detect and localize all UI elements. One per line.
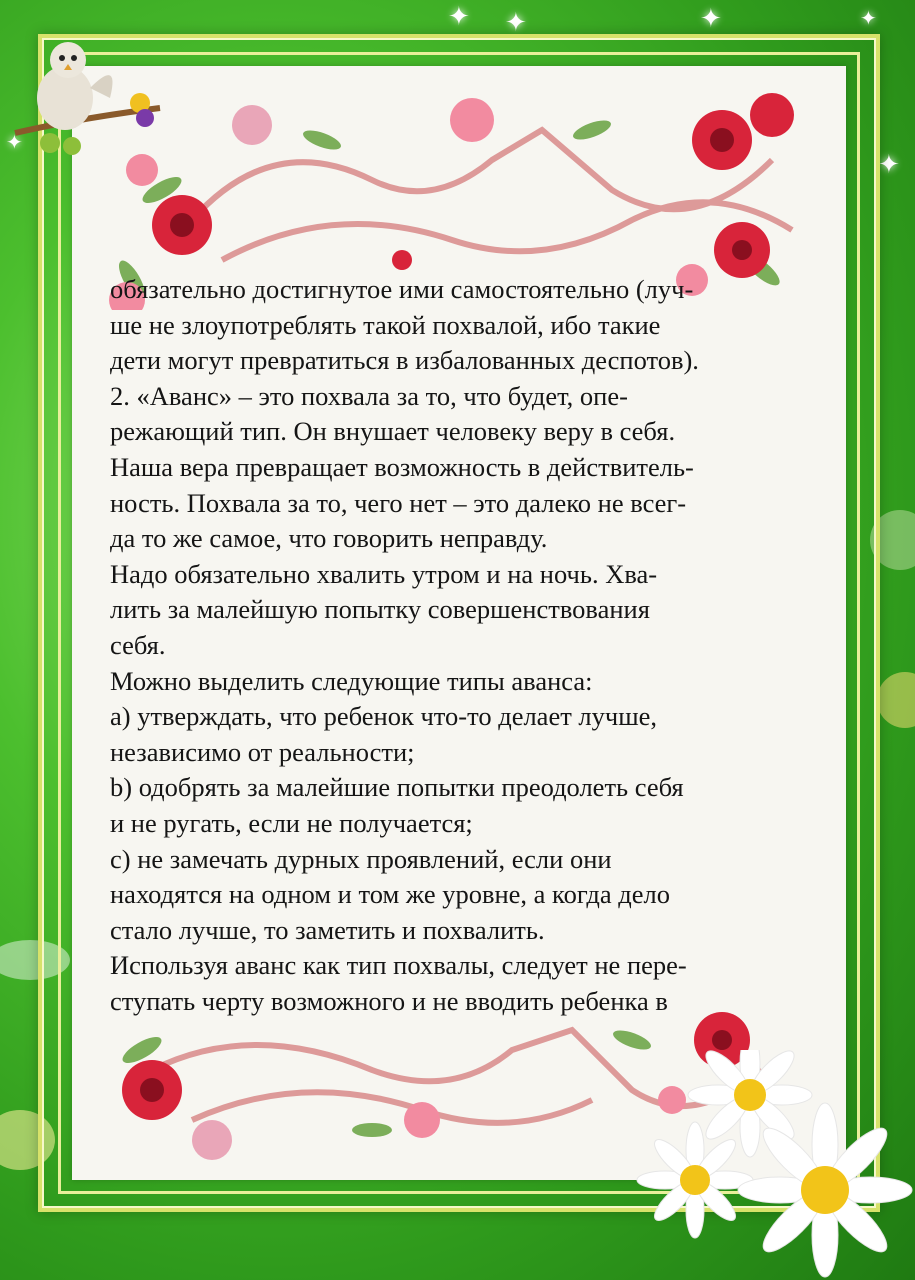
- bird-icon: [10, 18, 170, 168]
- text-line: а) утверждать, что ребенок что-то делает лучше,: [110, 701, 658, 732]
- text-line: обязательно достигнутое ими самостоятельно (луч-: [110, 274, 694, 304]
- sparkle-icon: ✦: [878, 150, 900, 179]
- text-line: ше не злоупотреблять такой похвалой, ибо такие: [110, 309, 661, 340]
- sparkle-icon: ✦: [860, 8, 877, 30]
- text-line: себя.: [110, 629, 166, 660]
- text-line: дети могут превратиться в избалованных деспотов).: [110, 345, 699, 376]
- sparkle-icon: ✦: [505, 8, 527, 37]
- text-line: Можно выделить следующие типы аванса:: [110, 665, 593, 696]
- sparkle-icon: ✦: [6, 132, 23, 154]
- text-line: ность. Похвала за то, чего нет – это далеко не всег-: [110, 487, 687, 518]
- daisy-flowers: [620, 1050, 915, 1280]
- sparkle-icon: ✦: [700, 4, 722, 33]
- text-line: ступать черту возможного и не вводить ребенка в: [110, 985, 668, 1016]
- text-line: Надо обязательно хвалить утром и на ночь. Хва-: [110, 558, 658, 589]
- text-line: и не ругать, если не получается;: [110, 807, 473, 838]
- text-line: b) одобрять за малейшие попытки преодолеть себя: [110, 772, 684, 803]
- text-line: режающий тип. Он внушает человеку веру в себя.: [110, 416, 676, 447]
- sparkle-icon: ✦: [448, 2, 470, 31]
- text-line: лить за малейшую попытку совершенствования: [110, 594, 650, 625]
- text-line: Используя аванс как тип похвалы, следует не пере-: [110, 950, 687, 981]
- text-line: находятся на одном и том же уровне, а когда дело: [110, 879, 670, 910]
- text-line: с) не замечать дурных проявлений, если они: [110, 843, 612, 874]
- article-text: [110, 272, 830, 1019]
- text-line: 2. «Аванс» – это похвала за то, что будет, опе-: [110, 380, 628, 411]
- text-line: стало лучше, то заметить и похвалить.: [110, 914, 545, 945]
- text-line: Наша вера превращает возможность в действитель-: [110, 451, 694, 482]
- text-line: да то же самое, что говорить неправду.: [110, 523, 548, 554]
- text-line: независимо от реальности;: [110, 736, 415, 767]
